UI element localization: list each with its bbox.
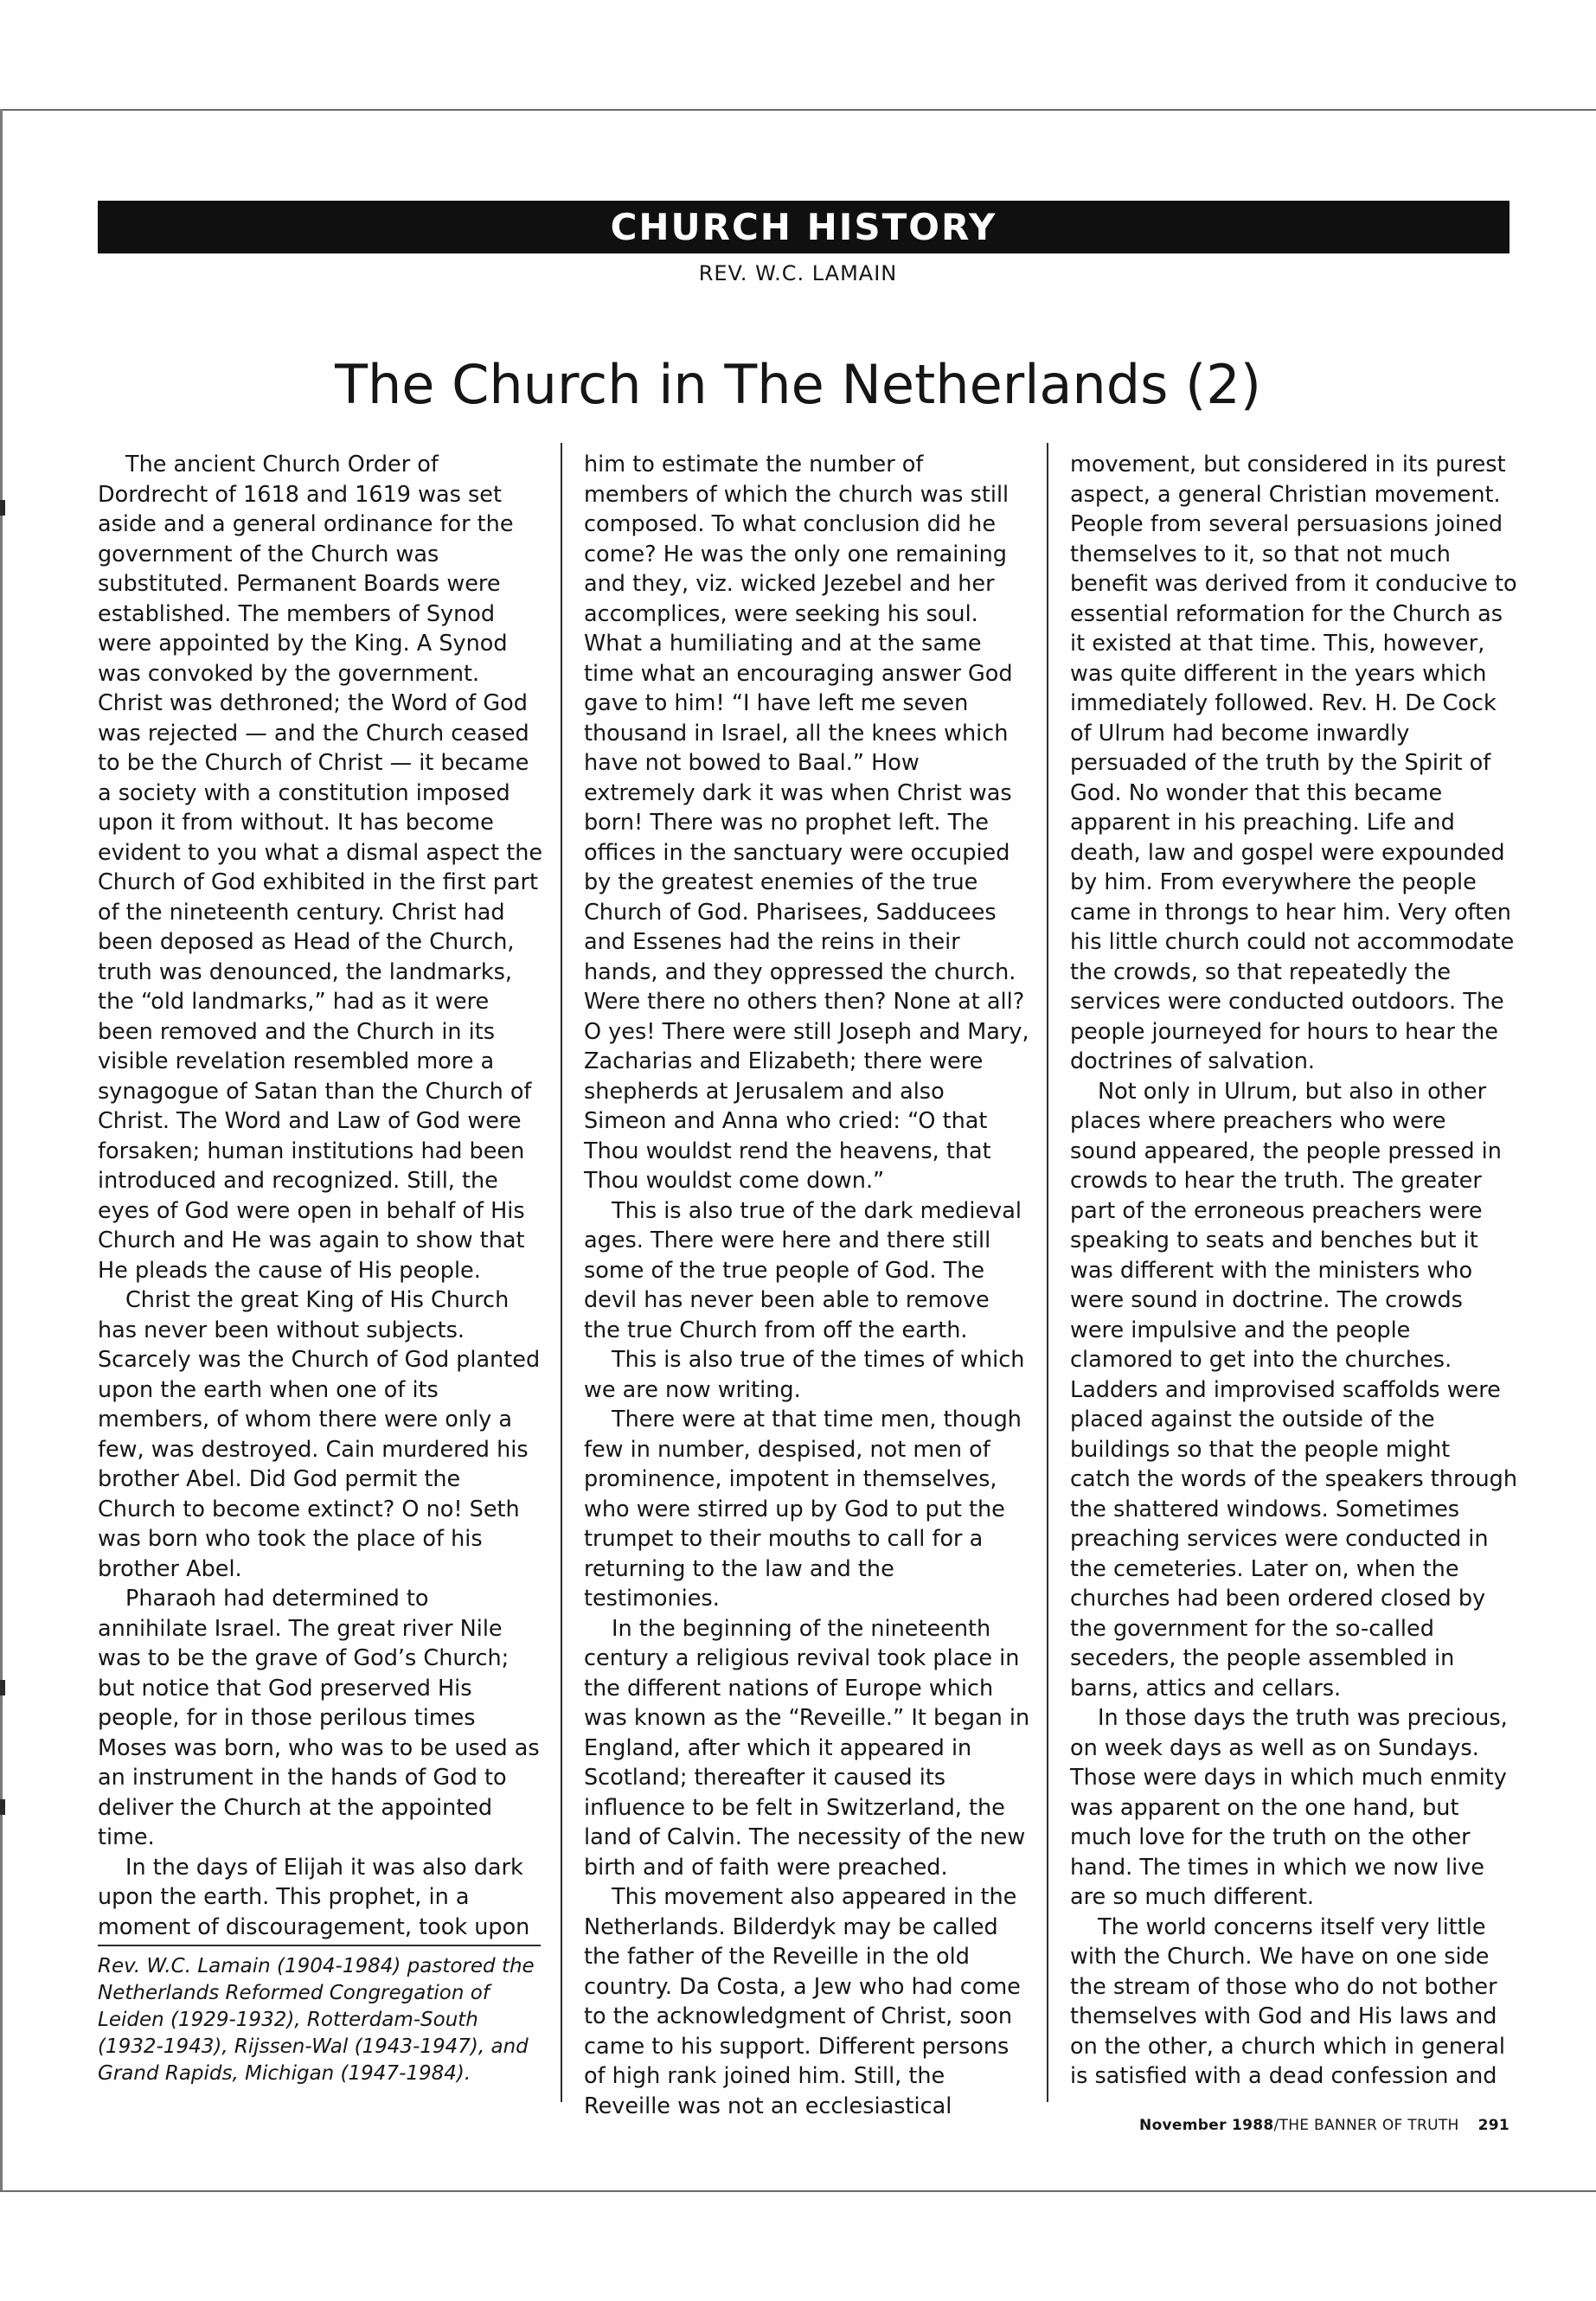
paragraph: In those days the truth was precious, on week days as well as on Sundays. Those were days in which much enmity was apparent on the one hand, but much love for the truth on the other hand. The times in which we now live are so much different. [1070,1705,1508,1910]
paragraph: The world concerns itself very little with the Church. We have on one side the stream of those who do not bother themselves with God and His laws and on the other, a church which in general is satisfied with a dead confession and [1070,1913,1505,2089]
issue-date: November 1988 [1139,2117,1274,2134]
page-number: 291 [1477,2117,1509,2134]
column-divider [561,443,562,2102]
paragraph: This is also true of the times of which we are now writing. [584,1347,1025,1403]
author-byline: REV. W.C. LAMAIN [698,261,898,285]
paragraph: This movement also appeared in the Netherlands. Bilderdyk may be called the father of the Reveille in the old country. Da Costa, a Jew who had come to the acknowledgment of Christ, soon came to his support. Different persons of high rank joined him. Still, the Reveille was not an ecclesiastical [584,1884,1021,2119]
publication-name: THE BANNER OF TRUTH [1279,2117,1459,2134]
scan-edge-left [0,109,3,2190]
author-footnote: Rev. W.C. Lamain (1904-1984) pastored the Netherlands Reformed Congregation of Leiden (1929-1932), Rotterdam-South (1932-1943), Rijssen-Wal (1943-1947), and Grand Rapids, Michigan (1947-1984). [98,1955,535,2085]
footnote-divider [98,1945,541,1946]
binding-mark [0,500,5,516]
article-column-1 [98,450,545,1942]
paragraph: Not only in Ulrum, but also in other places where preachers who were sound appeared, the people pressed in crowds to hear the truth. The greater part of the erroneous preachers were speaking to seats and benches but it was different with the ministers who were sound in doctrine. The crowds were impulsive and the people clamored to get into the churches. Ladders and improvised scaffolds were placed against the outside of the buildings so that the people might catch the words of the speakers through the shattered windows. Sometimes preaching services were conducted in the cemeteries. Later on, when the churches had been ordered closed by the government for the so-called seceders, the people assembled in barns, attics and cellars. [1070,1078,1517,1702]
scan-edge-top [0,109,1596,111]
binding-mark [0,1799,5,1815]
paragraph: In the beginning of the nineteenth century a religious revival took place in the different nations of Europe which was known as the “Reveille.” It began in England, after which it appeared in Scotland; thereafter it caused its influence to be felt in Switzerland, the land of Calvin. The necessity of the new birth and of faith were preached. [584,1615,1030,1881]
paragraph: There were at that time men, though few in number, despised, not men of prominence, impotent in themselves, who were stirred up by God to put the trumpet to their mouths to call for a returning to the law and the testimonies. [584,1407,1022,1612]
paragraph: The ancient Church Order of Dordrecht of 1618 and 1619 was set aside and a general ordinance for the government of the Church was substituted. Permanent Boards were established. The members of Synod were appointed by the King. A Synod was convoked by the government. Christ was dethroned; the Word of God was rejected — and the Church ceased to be the Church of Christ — it became a society with a constitution imposed upon it from without. It has become evident to you what a dismal aspect the Church of God exhibited in the first part of the nineteenth century. Christ had been deposed as Head of the Church, truth was denounced, the landmarks, the “old landmarks,” had as it were been removed and the Church in its visible revelation resembled more a synagogue of Satan than the Church of Christ. The Word and Law of God were forsaken; human institutions had been introduced and recognized. Still, the eyes of God were open in behalf of His Church and He was again to show that He pleads the cause of His people. [98,452,543,1284]
paragraph: Pharaoh had determined to annihilate Israel. The great river Nile was to be the grave of God’s Church; but notice that God preserved His people, for in those perilous times Moses was born, who was to be used as an instrument in the hands of God to deliver the Church at the appointed time. [98,1586,540,1850]
paragraph: In the days of Elijah it was also dark upon the earth. This prophet, in a moment of discouragement, took upon [98,1854,530,1940]
section-title: CHURCH HISTORY [610,206,997,248]
article-title: The Church in The Netherlands (2) [335,353,1261,416]
paragraph: This is also true of the dark medieval ages. There were here and there still some of the true people of God. The devil has never been able to remove the true Church from off the earth. [584,1197,1022,1343]
paragraph: Christ the great King of His Church has never been without subjects. Scarcely was the Church of God planted upon the earth when one of its members, of whom there were only a few, was destroyed. Cain murdered his brother Abel. Did God permit the Church to become extinct? O no! Seth was born who took the place of his brother Abel. [98,1287,541,1582]
scan-edge-bottom [0,2190,1596,2192]
column-divider [1047,443,1048,2102]
binding-mark [0,1680,5,1695]
paragraph: movement, but considered in its purest aspect, a general Christian movement. People from several persuasions joined themselves to it, so that not much benefit was derived from it conducive to essential reformation for the Church as it existed at that time. This, however, was quite different in the years which immediately followed. Rev. H. De Cock of Ulrum had become inwardly persuaded of the truth by the Spirit of God. No wonder that this became apparent in his preaching. Life and death, law and gospel were expounded by him. From everywhere the people came in throngs to hear him. Very often his little church could not accommodate the crowds, so that repeatedly the services were conducted outdoors. The people journeyed for hours to hear the doctrines of salvation. [1070,452,1517,1074]
section-banner [98,201,1509,253]
page-footer [1116,2117,1509,2134]
article-column-3 [1070,450,1517,2092]
folio-separator: / [1273,2117,1279,2134]
paragraph: him to estimate the number of members of which the church was still composed. To what conclusion did he come? He was the only one remaining and they, viz. wicked Jezebel and her accomplices, were seeking his soul. What a humiliating and at the same time what an encouraging answer God gave to him! “I have left me seven thousand in Israel, all the knees which have not bowed to Baal.” How extremely dark it was when Christ was born! There was no prophet left. The offices in the sanctuary were occupied by the greatest enemies of the true Church of God. Pharisees, Sadducees and Essenes had the reins in their hands, and they oppressed the church. Were there no others then? None at all? O yes! There were still Joseph and Mary, Zacharias and Elizabeth; there were shepherds at Jerusalem and also Simeon and Anna who cried: “O that Thou wouldst rend the heavens, that Thou wouldst come down.” [584,452,1029,1194]
article-column-2 [584,450,1031,2121]
